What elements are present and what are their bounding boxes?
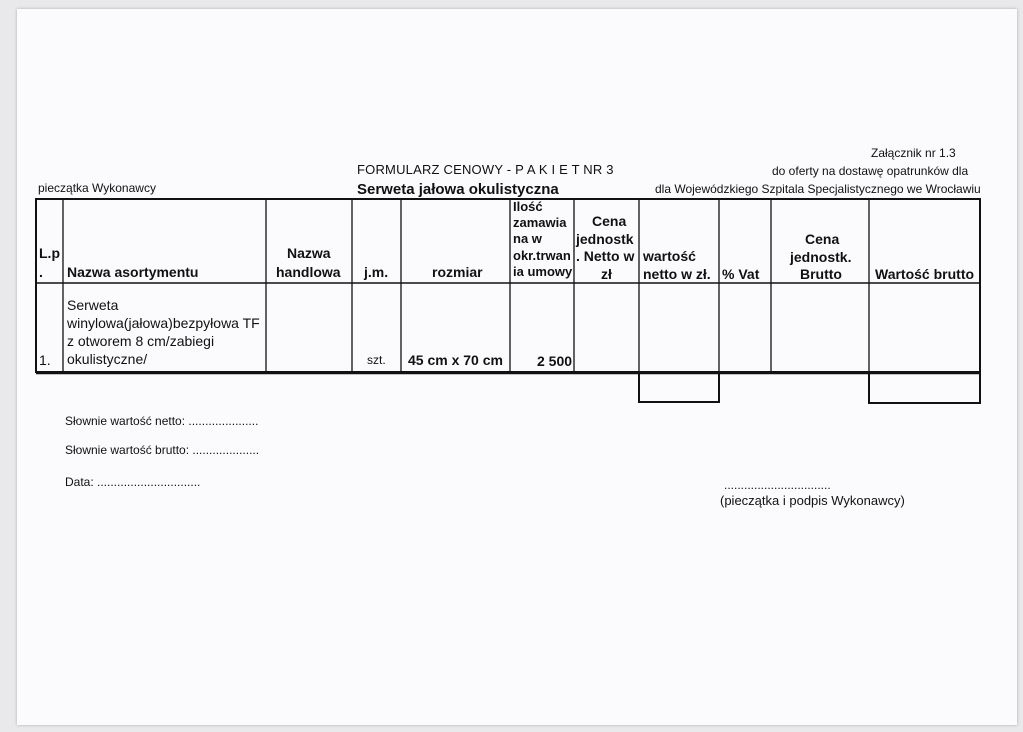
row-unit: szt. (367, 353, 386, 367)
row-size: 45 cm x 70 cm (408, 352, 503, 368)
col-unit-price-line1: Cena (592, 213, 627, 229)
col-qty-line4: okr.trwan (513, 248, 571, 263)
row-lp: 1. (39, 352, 51, 368)
form-title: FORMULARZ CENOWY - P A K I E T NR 3 (357, 162, 614, 177)
attachment-number: Załącznik nr 1.3 (871, 146, 956, 160)
row-name-line4: okulistyczne/ (67, 351, 148, 367)
col-gross-price-line2: jednostk. (790, 249, 852, 265)
col-gross-value-header: Wartość brutto (875, 266, 975, 282)
col-gross-price-line1: Cena (805, 231, 840, 247)
col-qty-line3: na w (513, 231, 542, 246)
col-name-header: Nazwa asortymentu (67, 264, 199, 280)
col-qty-line2: zamawia (513, 215, 567, 230)
offer-line-1: do oferty na dostawę opatrunków dla (772, 164, 969, 178)
col-lp-line1: L.p (39, 245, 60, 261)
col-lp-line2: . (39, 264, 43, 280)
stamp-label: pieczątka Wykonawcy (38, 181, 156, 195)
col-net-value-line2: netto w zł. (643, 266, 711, 282)
date-line: Data: ............................... (65, 475, 201, 489)
col-qty-line5: ia umowy (513, 264, 573, 279)
col-qty-line1: Ilość (513, 199, 543, 214)
col-size-header: rozmiar (432, 264, 483, 280)
col-trade-line1: Nazwa (287, 245, 331, 261)
row-name-line2: winylowa(jałowa)bezpyłowa TF (67, 315, 260, 331)
signature-label: (pieczątka i podpis Wykonawcy) (720, 493, 905, 508)
col-unit-header: j.m. (364, 264, 389, 280)
col-vat-header: % Vat (722, 266, 760, 282)
col-unit-price-line4: zł (601, 266, 612, 282)
net-value-words: Słownie wartość netto: ..................... (65, 414, 259, 428)
col-gross-price-line3: Brutto (800, 266, 842, 282)
col-trade-line2: handlowa (276, 264, 341, 280)
row-qty: 2 500 (537, 353, 573, 369)
row-name-line3: z otworem 8 cm/zabiegi (67, 333, 215, 349)
form-subtitle: Serweta jałowa okulistyczna (357, 181, 559, 198)
col-unit-price-line2: jednostk (576, 231, 634, 247)
col-unit-price-line3: . Netto w (576, 248, 635, 264)
offer-line-2: dla Wojewódzkiego Szpitala Specjalistycznego we Wrocławiu (655, 182, 981, 196)
paper-sheet (17, 9, 1017, 725)
col-net-value-line1: wartość (643, 248, 696, 264)
gross-value-words: Słownie wartość brutto: .................... (65, 443, 260, 457)
signature-dots: ................................ (724, 478, 831, 492)
row-name-line1: Serweta (67, 297, 119, 313)
